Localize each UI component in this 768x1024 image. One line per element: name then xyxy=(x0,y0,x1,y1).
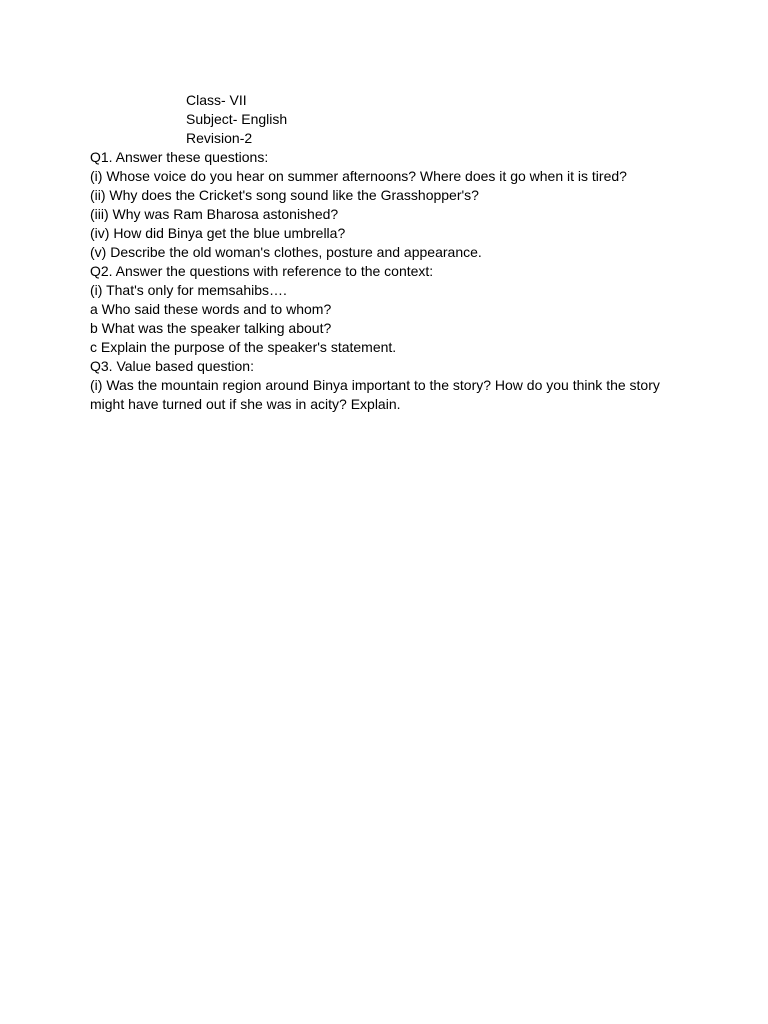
q2-item: (i) That's only for memsahibs…. xyxy=(90,282,287,298)
q1-item: (ii) Why does the Cricket's song sound like the Grasshopper's? xyxy=(90,187,479,203)
q3-title: Q3. Value based question: xyxy=(90,358,254,374)
q2-item: a Who said these words and to whom? xyxy=(90,301,332,317)
revision-label: Revision-2 xyxy=(186,130,253,146)
q1-item: (iv) How did Binya get the blue umbrella? xyxy=(90,225,346,241)
q1-title: Q1. Answer these questions: xyxy=(90,149,269,165)
question-list xyxy=(90,148,690,414)
subject-label: Subject- English xyxy=(186,111,288,127)
q2-title: Q2. Answer the questions with reference to the context: xyxy=(90,263,434,279)
q2-item: c Explain the purpose of the speaker's statement. xyxy=(90,339,397,355)
class-label: Class- VII xyxy=(186,92,247,108)
document-header xyxy=(186,91,287,148)
q1-item: (i) Whose voice do you hear on summer afternoons? Where does it go when it is tired? xyxy=(90,168,627,184)
q2-item: b What was the speaker talking about? xyxy=(90,320,332,336)
q3-item: (i) Was the mountain region around Binya important to the story? How do you think the story might have turned out if she was in acity? Explain. xyxy=(90,377,660,412)
q1-item: (v) Describe the old woman's clothes, posture and appearance. xyxy=(90,244,482,260)
q1-item: (iii) Why was Ram Bharosa astonished? xyxy=(90,206,339,222)
